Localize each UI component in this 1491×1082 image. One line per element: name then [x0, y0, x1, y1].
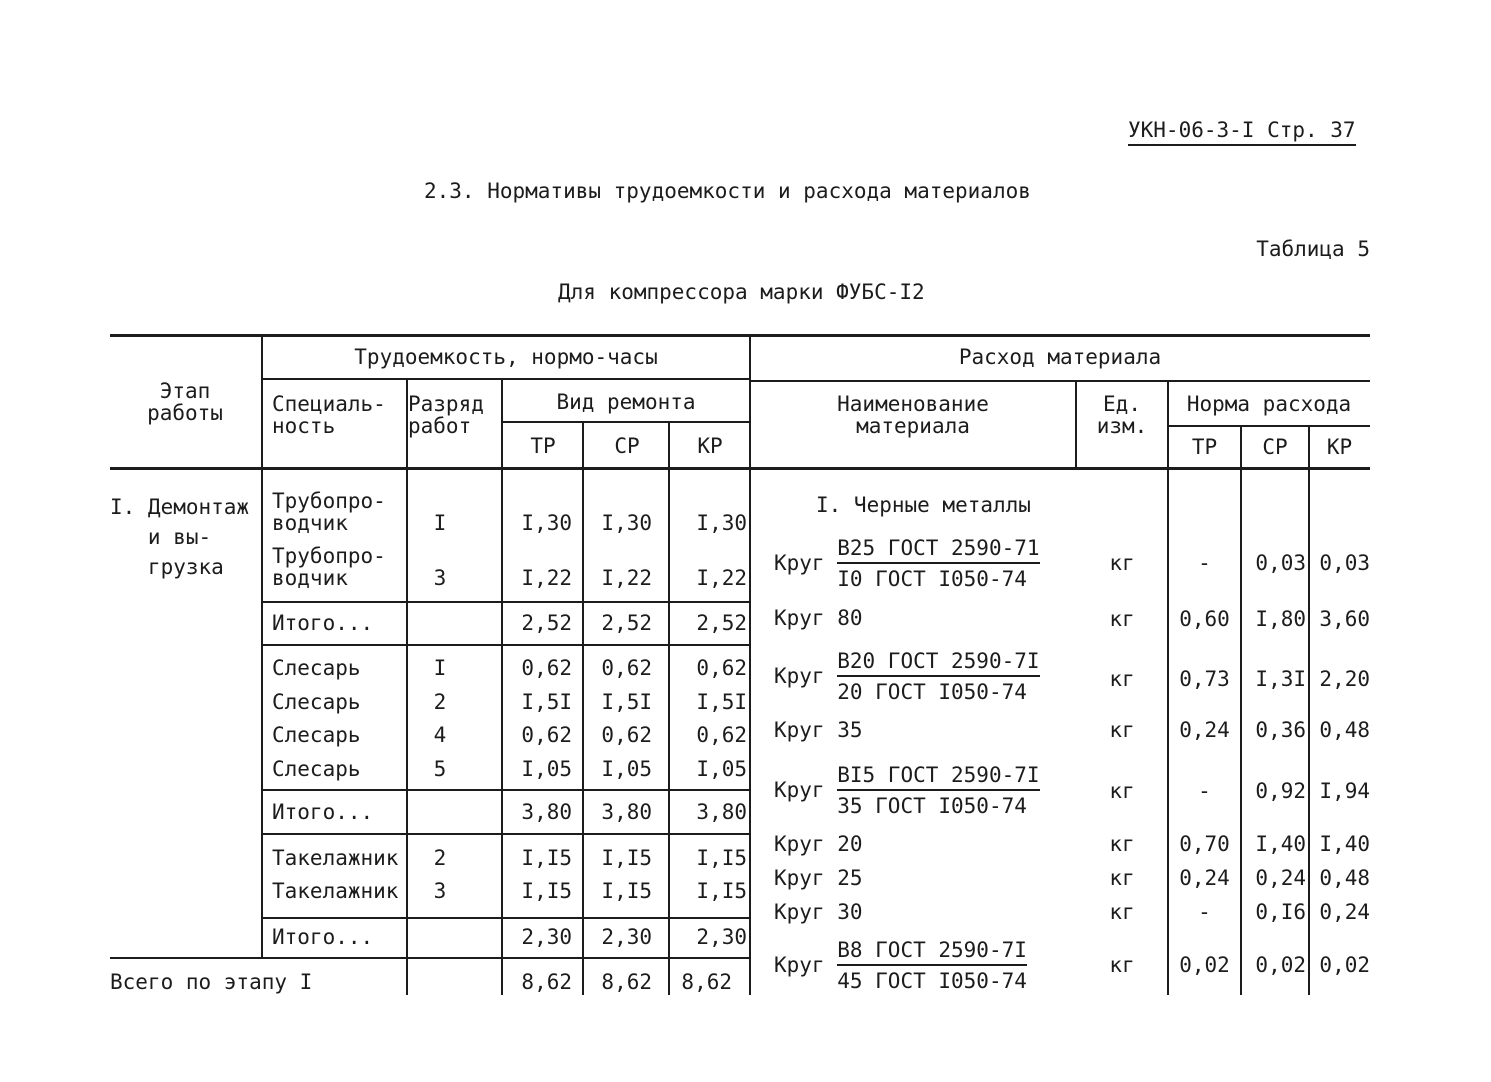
material-kr: 0,48 — [1319, 866, 1370, 890]
material-unit: кг — [1109, 779, 1135, 803]
material-spec-num: ВI5 ГОСТ 2590-7I — [837, 765, 1039, 791]
material-tr: 0,73 — [1179, 667, 1230, 691]
labor-kr: I,30 — [696, 511, 747, 535]
labor-kr: I,I5 — [696, 846, 747, 870]
material-name: Круг 25 — [774, 866, 863, 890]
labor-grade: 5 — [433, 757, 447, 781]
material-unit: кг — [1109, 900, 1135, 924]
labor-grade: I — [433, 511, 447, 535]
labor-grade: 2 — [433, 846, 447, 870]
material-name: Круг — [774, 664, 825, 688]
labor-kr: 0,62 — [696, 723, 747, 747]
material-sr: I,3I — [1255, 667, 1306, 691]
labor-specialty: Трубопро- водчик — [272, 489, 386, 535]
material-spec-den: 35 ГОСТ I050-74 — [837, 794, 1027, 818]
labor-specialty: Итого... — [272, 800, 374, 824]
header-norm: Норма расхода — [1186, 392, 1352, 416]
labor-specialty: Такелажник — [272, 846, 399, 870]
labor-kr: 3,80 — [696, 800, 747, 824]
header-stage: Этап работы — [147, 379, 223, 425]
header-specialty: Специаль- ность — [272, 392, 386, 438]
header-rule-norm — [1168, 425, 1370, 427]
labor-tr: 2,52 — [521, 611, 572, 635]
labor-tr: I,05 — [521, 757, 572, 781]
table-top-rule — [110, 334, 1370, 337]
material-sr: 0,03 — [1255, 551, 1306, 575]
labor-tr: I,30 — [521, 511, 572, 535]
materials-heading: I. Черные металлы — [816, 493, 1031, 517]
labor-specialty: Трубопро- водчик — [272, 544, 386, 590]
labor-grade: I — [433, 656, 447, 680]
material-unit: кг — [1109, 551, 1135, 575]
material-spec-num: В8 ГОСТ 2590-7I — [837, 940, 1027, 966]
material-spec-den: 20 ГОСТ I050-74 — [837, 680, 1027, 704]
material-sr: 0,24 — [1255, 866, 1306, 890]
material-spec-den: 45 ГОСТ I050-74 — [837, 969, 1027, 993]
material-kr: 2,20 — [1319, 667, 1370, 691]
material-spec-den: I0 ГОСТ I050-74 — [837, 567, 1027, 591]
header-norm-tr: ТР — [1191, 435, 1218, 459]
header-norm-sr: СР — [1262, 435, 1288, 459]
material-row — [774, 765, 1040, 817]
header-grade: Разряд работ — [408, 392, 484, 438]
labor-specialty: Слесарь — [272, 656, 361, 680]
material-name: Круг 80 — [774, 606, 863, 630]
material-spec — [837, 940, 1027, 992]
labor-specialty: Итого... — [272, 925, 374, 949]
labor-kr: I,22 — [696, 566, 747, 590]
labor-sr: 3,80 — [601, 800, 652, 824]
material-name: Круг 35 — [774, 718, 863, 742]
material-row — [774, 538, 1040, 590]
subtotal-rule-1b — [262, 644, 750, 646]
header-rule-labor — [262, 378, 750, 380]
labor-tr: I,5I — [521, 690, 572, 714]
material-name: Круг 30 — [774, 900, 863, 924]
table-number: Таблица 5 — [1256, 237, 1370, 261]
material-unit: кг — [1109, 866, 1135, 890]
material-unit: кг — [1109, 667, 1135, 691]
labor-sr: I,I5 — [601, 879, 652, 903]
material-sr: 0,36 — [1255, 718, 1306, 742]
labor-specialty: Слесарь — [272, 690, 361, 714]
material-kr: 3,60 — [1319, 607, 1370, 631]
material-tr: - — [1198, 779, 1211, 803]
material-tr: - — [1198, 900, 1211, 924]
material-tr: - — [1198, 551, 1211, 575]
material-name: Круг — [774, 778, 825, 802]
material-sr: 0,I6 — [1255, 900, 1306, 924]
labor-sr: 0,62 — [601, 723, 652, 747]
material-unit: кг — [1109, 718, 1135, 742]
material-spec — [837, 651, 1039, 703]
material-sr: 0,92 — [1255, 779, 1306, 803]
labor-sr: 0,62 — [601, 656, 652, 680]
labor-kr: I,I5 — [696, 879, 747, 903]
col-rule-grade — [501, 380, 503, 995]
header-bottom-rule — [110, 467, 1370, 470]
material-spec — [837, 538, 1039, 590]
labor-specialty: Такелажник — [272, 879, 399, 903]
material-tr: 0,02 — [1179, 953, 1230, 977]
labor-tr: 2,30 — [521, 925, 572, 949]
stage-total-kr: 8,62 — [681, 970, 732, 994]
material-tr: 0,24 — [1179, 866, 1230, 890]
stage-total-rule — [110, 957, 750, 959]
labor-kr: 2,30 — [696, 925, 747, 949]
labor-grade: 2 — [433, 690, 447, 714]
labor-sr: I,22 — [601, 566, 652, 590]
section-title: 2.3. Нормативы трудоемкости и расхода материалов — [424, 179, 1031, 203]
labor-sr: 2,52 — [601, 611, 652, 635]
material-name: Круг — [774, 953, 825, 977]
subtotal-rule-2b — [262, 833, 750, 835]
labor-kr: I,5I — [696, 690, 747, 714]
material-spec-num: В20 ГОСТ 2590-7I — [837, 651, 1039, 677]
labor-sr: I,30 — [601, 511, 652, 535]
material-kr: I,40 — [1319, 832, 1370, 856]
header-labor-group: Трудоемкость, нормо-часы — [354, 345, 658, 369]
labor-kr: I,05 — [696, 757, 747, 781]
material-unit: кг — [1109, 832, 1135, 856]
material-kr: 0,02 — [1319, 953, 1370, 977]
material-kr: 0,03 — [1319, 551, 1370, 575]
material-kr: I,94 — [1319, 779, 1370, 803]
labor-tr: I,I5 — [521, 879, 572, 903]
header-tr: ТР — [530, 434, 556, 458]
material-spec-num: В25 ГОСТ 2590-71 — [837, 538, 1039, 564]
material-name: Круг 20 — [774, 832, 863, 856]
header-unit: Ед. изм. — [1096, 392, 1148, 438]
header-rule-material — [750, 380, 1370, 382]
labor-tr: I,I5 — [521, 846, 572, 870]
subtotal-rule-2a — [262, 789, 750, 791]
header-kr: КР — [697, 434, 723, 458]
subtotal-rule-1a — [262, 601, 750, 603]
header-sr: СР — [614, 434, 640, 458]
labor-sr: I,I5 — [601, 846, 652, 870]
labor-specialty: Слесарь — [272, 723, 361, 747]
stage-label: I. Демонтаж и вы- грузка — [110, 495, 250, 579]
material-tr: 0,60 — [1179, 607, 1230, 631]
labor-specialty: Слесарь — [272, 757, 361, 781]
labor-tr: 0,62 — [521, 656, 572, 680]
subtotal-rule-3a — [262, 917, 750, 919]
stage-total-tr: 8,62 — [521, 970, 572, 994]
labor-tr: 3,80 — [521, 800, 572, 824]
labor-sr: I,05 — [601, 757, 652, 781]
material-name: Круг — [774, 551, 825, 575]
document-code: УКН-06-3-I Стр. 37 — [1128, 120, 1356, 146]
material-row — [774, 940, 1027, 992]
material-tr: 0,70 — [1179, 832, 1230, 856]
material-sr: I,40 — [1255, 832, 1306, 856]
header-rule-repair — [502, 421, 750, 423]
header-repair-type: Вид ремонта — [556, 390, 696, 414]
labor-grade: 3 — [433, 879, 447, 903]
stage-total-label: Всего по этапу I — [110, 970, 313, 994]
labor-sr: 2,30 — [601, 925, 652, 949]
material-row — [774, 651, 1040, 703]
header-material-name: Наименование материала — [837, 392, 989, 438]
material-kr: 0,24 — [1319, 900, 1370, 924]
stage-total-sr: 8,62 — [601, 970, 652, 994]
material-unit: кг — [1109, 953, 1135, 977]
labor-grade: 3 — [433, 566, 447, 590]
material-sr: I,80 — [1255, 607, 1306, 631]
labor-kr: 0,62 — [696, 656, 747, 680]
material-tr: 0,24 — [1179, 718, 1230, 742]
table-subtitle: Для компрессора марки ФУБС-I2 — [558, 280, 925, 304]
labor-tr: 0,62 — [521, 723, 572, 747]
material-kr: 0,48 — [1319, 718, 1370, 742]
material-sr: 0,02 — [1255, 953, 1306, 977]
material-unit: кг — [1109, 607, 1135, 631]
labor-kr: 2,52 — [696, 611, 747, 635]
labor-tr: I,22 — [521, 566, 572, 590]
header-norm-kr: КР — [1326, 435, 1353, 459]
col-rule-specialty — [406, 380, 408, 995]
labor-specialty: Итого... — [272, 611, 374, 635]
labor-sr: I,5I — [601, 690, 652, 714]
material-spec — [837, 765, 1039, 817]
header-material-group: Расход материала — [958, 345, 1162, 369]
col-rule-stage — [261, 334, 263, 958]
labor-grade: 4 — [433, 723, 447, 747]
